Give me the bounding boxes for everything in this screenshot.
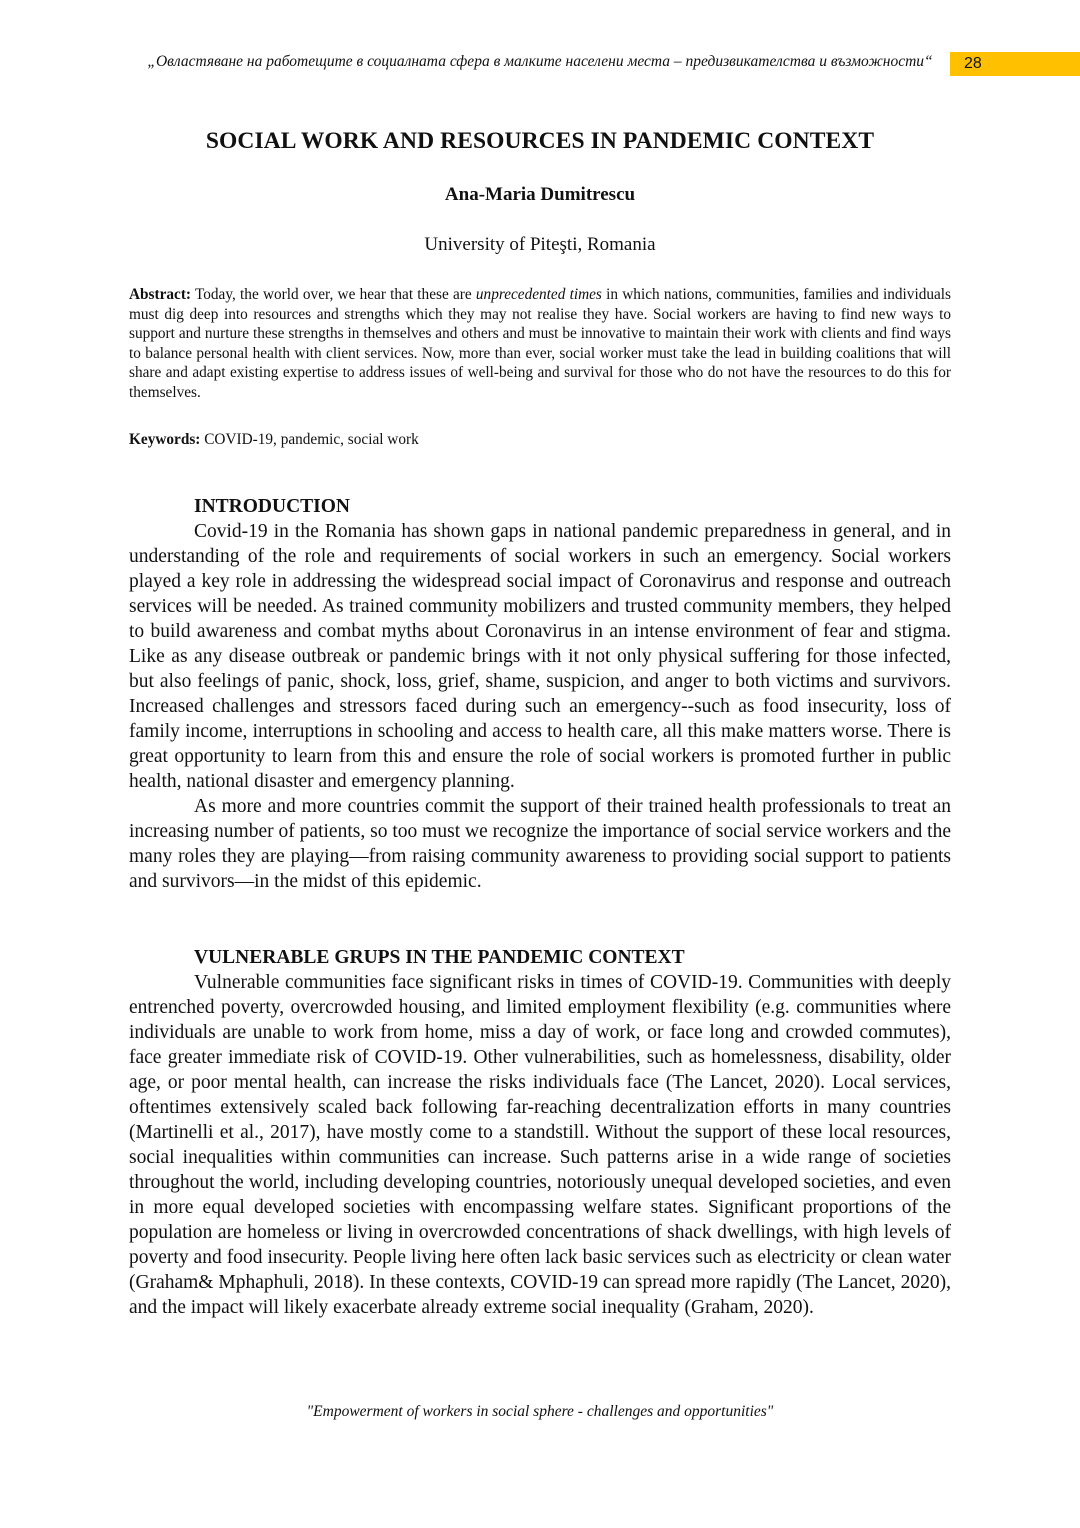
author-name: Ana-Maria Dumitrescu xyxy=(444,184,636,205)
paragraph: As more and more countries commit the support of their trained health professionals to treat an increasing number of patients, so too must we recognize the importance of social service workers and the many roles they are playing—from raising community awareness to providing social support to patients and survivors—in the midst of this epidemic. xyxy=(129,796,951,892)
author-affiliation: University of Piteşti, Romania xyxy=(424,234,656,255)
paragraph: Covid-19 in the Romania has shown gaps in national pandemic preparedness in general, and in understanding of the role and requirements of social workers in such an emergency. Social workers played a key role in addressing the widespread social impact of Coronavirus and response and outreach services will be needed. As trained community mobilizers and trusted community members, they helped to build awareness and combat myths about Coronavirus in an intense environment of fear and stigma. Like as any disease outbreak or pandemic brings with it not only physical suffering for those infected, but also feelings of panic, shock, loss, grief, shame, suspicion, and anger to both victims and survivors. Increased challenges and stressors faced during such an emergency--such as food insecurity, loss of family income, interruptions in schooling and access to health care, all this make matters worse. There is great opportunity to learn from this and ensure the role of social workers is promoted further in public health, national disaster and emergency planning. xyxy=(129,521,951,792)
keywords-text: COVID-19, pandemic, social work xyxy=(200,431,419,448)
abstract xyxy=(129,285,951,403)
section-vulnerable-groups xyxy=(129,945,951,1320)
abstract-label: Abstract: xyxy=(129,286,192,303)
paper-title: SOCIAL WORK AND RESOURCES IN PANDEMIC CONTEXT xyxy=(205,128,875,154)
paragraph: Vulnerable communities face significant risks in times of COVID-19. Communities with deeply entrenched poverty, overcrowded housing, and limited employment flexibility (e.g. communities where individuals are unable to work from home, miss a day of work, or face long and crowded commutes), face greater immediate risk of COVID-19. Other vulnerabilities, such as homelessness, disability, older age, or poor mental health, can increase the risks individuals face (The Lancet, 2020). Local services, oftentimes extensively scaled back following far-reaching decentralization efforts in many countries (Martinelli et al., 2017), have mostly come to a standstill. Without the support of these local resources, social inequalities within communities can increase. Such patterns arise in a wide range of societies throughout the world, including developing countries, notoriously unequal developed societies, and even in more equal developed societies with encompassing welfare states. Significant proportions of the population are homeless or living in overcrowded concentrations of shack dwellings, with high levels of poverty and food insecurity. People living here often lack basic services such as electricity or clean water (Graham& Mphaphuli, 2018). In these contexts, COVID-19 can spread more rapidly (The Lancet, 2020), and the impact will likely exacerbate already extreme social inequality (Graham, 2020). xyxy=(129,972,951,1318)
abstract-text-end: in which nations, communities, families and individuals must dig deep into resources and strengths which they may not realise they have. Social workers are having to find new ways to support and nurture these strengths in themselves and others and must be innovative to maintain their work with clients and find ways to balance personal health with client services. Now, more than ever, social worker must take the lead in building coalitions that will share and adapt existing expertise to address issues of well-being and survival for those who do not have the resources to do this for themselves. xyxy=(129,286,951,401)
section-heading: VULNERABLE GRUPS IN THE PANDEMIC CONTEXT xyxy=(194,947,685,968)
running-footer: "Empowerment of workers in social sphere - challenges and opportunities" xyxy=(306,1403,774,1420)
abstract-text-start: Today, the world over, we hear that these are xyxy=(191,286,476,303)
section-introduction xyxy=(129,494,951,894)
keywords xyxy=(129,430,951,450)
running-header: „Овластяване на работещите в социалната сфера в малките населени места – предизвикателства и възможности“ xyxy=(147,53,933,70)
abstract-emphasis: unprecedented times xyxy=(475,286,602,303)
section-heading: INTRODUCTION xyxy=(194,496,351,517)
keywords-label: Keywords: xyxy=(129,431,201,448)
page-number-badge: 28 xyxy=(950,52,1080,76)
